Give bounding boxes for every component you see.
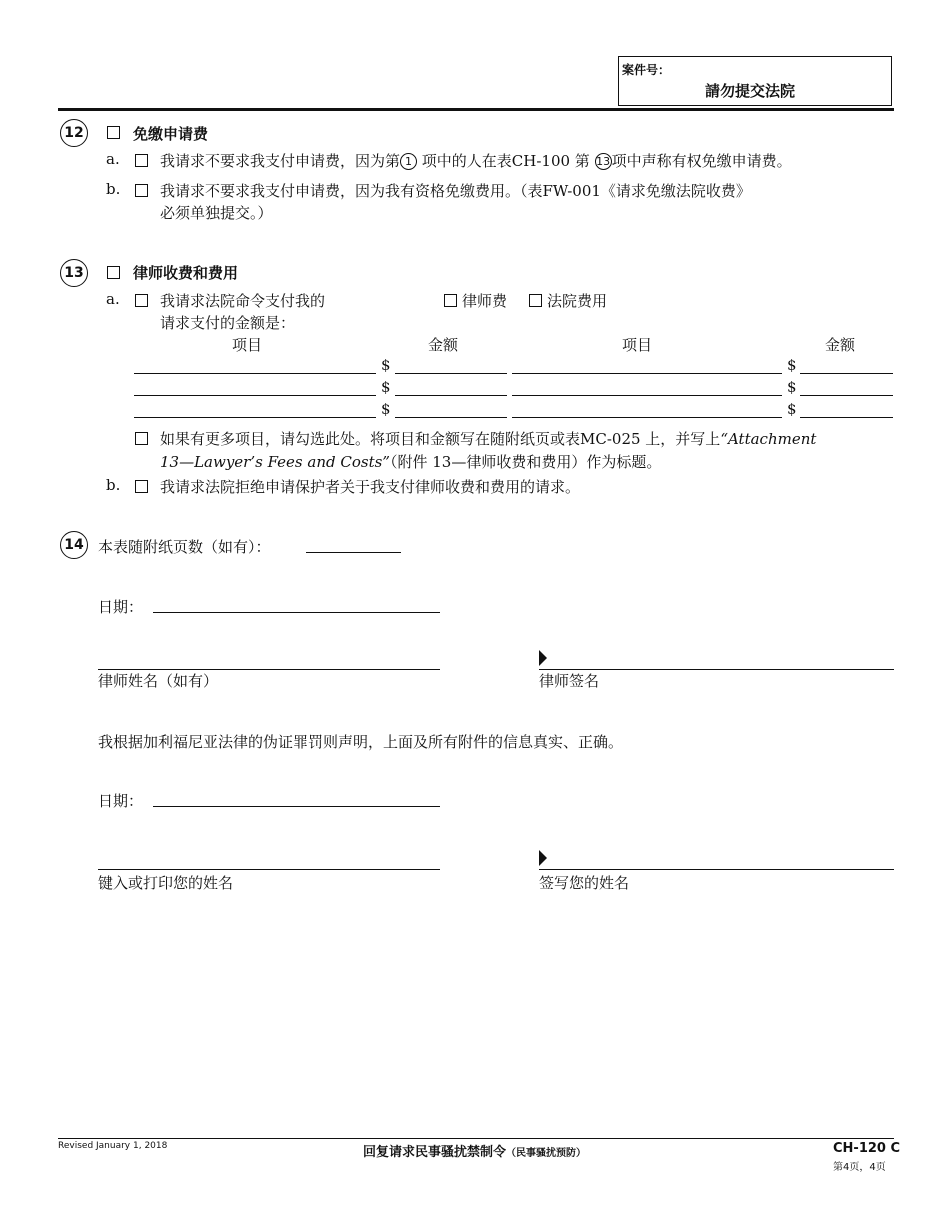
dollar-sign: $ — [787, 378, 797, 396]
form-title-main: 回复请求民事骚扰禁制令 — [363, 1145, 507, 1160]
lawyer-name-label: 律师姓名（如有） — [98, 672, 219, 690]
item-13b-text: 我请求法院拒绝申请保护者关于我支付律师收费和费用的请求。 — [160, 478, 581, 496]
checkbox-court-costs-option[interactable] — [529, 294, 542, 307]
checkbox-fee-waiver[interactable] — [107, 126, 120, 139]
page-number: 第4页，4页 — [833, 1162, 886, 1173]
item-13b-letter: b. — [106, 476, 121, 494]
declarant-date-label: 日期： — [98, 792, 144, 810]
table-header-item-1: 项目 — [232, 336, 263, 354]
amount-field[interactable] — [395, 373, 507, 374]
declarant-signature-field[interactable] — [539, 869, 894, 870]
more-items-text-line1 — [160, 428, 816, 449]
more-items-text-line2 — [160, 451, 661, 472]
item-number-13: 13 — [60, 259, 88, 287]
declarant-name-field[interactable] — [98, 869, 440, 870]
amount-field[interactable] — [395, 395, 507, 396]
lawyer-date-label: 日期： — [98, 598, 144, 616]
dollar-sign: $ — [381, 378, 391, 396]
revised-date: Revised January 1, 2018 — [58, 1141, 168, 1151]
item-12a-text — [160, 150, 792, 171]
signature-arrow-icon — [539, 850, 547, 866]
item-field[interactable] — [134, 373, 376, 374]
item-field[interactable] — [512, 373, 782, 374]
more-items-text-part2: （附件 13—律师收费和费用）作为标题。 — [389, 453, 662, 471]
form-title-subtitle: （民事骚扰预防） — [506, 1148, 587, 1159]
checkbox-13b[interactable] — [135, 480, 148, 493]
declarant-name-label: 键入或打印您的姓名 — [98, 874, 234, 892]
item-13a-letter: a. — [106, 290, 120, 308]
amount-field[interactable] — [800, 395, 893, 396]
item-12b-letter: b. — [106, 180, 121, 198]
dollar-sign: $ — [787, 356, 797, 374]
dollar-sign: $ — [381, 356, 391, 374]
form-number: CH-120 C — [833, 1141, 901, 1156]
dollar-sign: $ — [787, 400, 797, 418]
item-field[interactable] — [512, 417, 782, 418]
checkbox-13a[interactable] — [135, 294, 148, 307]
table-header-amount-2: 金额 — [825, 336, 856, 354]
case-number-box — [618, 56, 892, 106]
option-lawyer-fee-label: 律师费 — [462, 292, 508, 310]
more-items-text-part1: 如果有更多项目，请勾选此处。将项目和金额写在随附纸页或表MC-025 上，并写上 — [160, 430, 721, 448]
item-field[interactable] — [134, 417, 376, 418]
item-12a-text-part3: 项中声称有权免缴申请费。 — [611, 152, 792, 170]
item-13a-text-line2: 请求支付的金额是： — [160, 314, 296, 332]
item-12b-text-line2: 必须单独提交。） — [160, 204, 273, 222]
item-12a-text-part1: 我请求不要求我支付申请费，因为第 — [160, 152, 401, 170]
option-court-costs-label: 法院费用 — [547, 292, 608, 310]
ref-item-1-icon: 1 — [400, 153, 417, 170]
header-rule — [58, 108, 894, 111]
item-12a-letter: a. — [106, 150, 120, 168]
signature-arrow-icon — [539, 650, 547, 666]
item-number-14: 14 — [60, 531, 88, 559]
lawyer-date-field[interactable] — [153, 612, 440, 613]
attached-pages-field[interactable] — [306, 552, 401, 553]
attached-pages-label: 本表随附纸页数（如有）： — [98, 538, 271, 556]
footer-rule — [58, 1138, 894, 1139]
declarant-date-field[interactable] — [153, 806, 440, 807]
more-items-italic-part2: 13—Lawyer’s Fees and Costs” — [160, 453, 390, 471]
checkbox-lawyer-fee-option[interactable] — [444, 294, 457, 307]
checkbox-lawyer-fees[interactable] — [107, 266, 120, 279]
section-12-title: 免缴申请费 — [133, 125, 209, 143]
lawyer-signature-label: 律师签名 — [539, 672, 600, 690]
checkbox-more-items[interactable] — [135, 432, 148, 445]
item-12b-text-line1: 我请求不要求我支付申请费，因为我有资格免缴费用。（表FW-001《请求免缴法院收费》 — [160, 182, 751, 200]
table-header-amount-1: 金额 — [428, 336, 459, 354]
item-field[interactable] — [512, 395, 782, 396]
item-field[interactable] — [134, 395, 376, 396]
more-items-italic-part1: “Attachment — [720, 430, 817, 448]
declarant-signature-label: 签写您的姓名 — [539, 874, 630, 892]
dollar-sign: $ — [381, 400, 391, 418]
form-title — [363, 1141, 586, 1160]
case-number-label: 案件号： — [622, 63, 671, 77]
amount-field[interactable] — [395, 417, 507, 418]
amount-field[interactable] — [800, 417, 893, 418]
checkbox-12a[interactable] — [135, 154, 148, 167]
perjury-declaration: 我根据加利福尼亚法律的伪证罪罚则声明，上面及所有附件的信息真实、正确。 — [98, 733, 624, 751]
section-13-title: 律师收费和费用 — [133, 264, 239, 282]
item-12a-text-part2: 项中的人在表CH-100 第 — [417, 152, 595, 170]
ref-item-13-icon: 13 — [596, 155, 611, 168]
item-13a-text-line1: 我请求法院命令支付我的 — [160, 292, 326, 310]
case-number-value: 請勿提交法院 — [705, 82, 796, 100]
amount-field[interactable] — [800, 373, 893, 374]
item-number-12: 12 — [60, 119, 88, 147]
table-header-item-2: 项目 — [622, 336, 653, 354]
checkbox-12b[interactable] — [135, 184, 148, 197]
